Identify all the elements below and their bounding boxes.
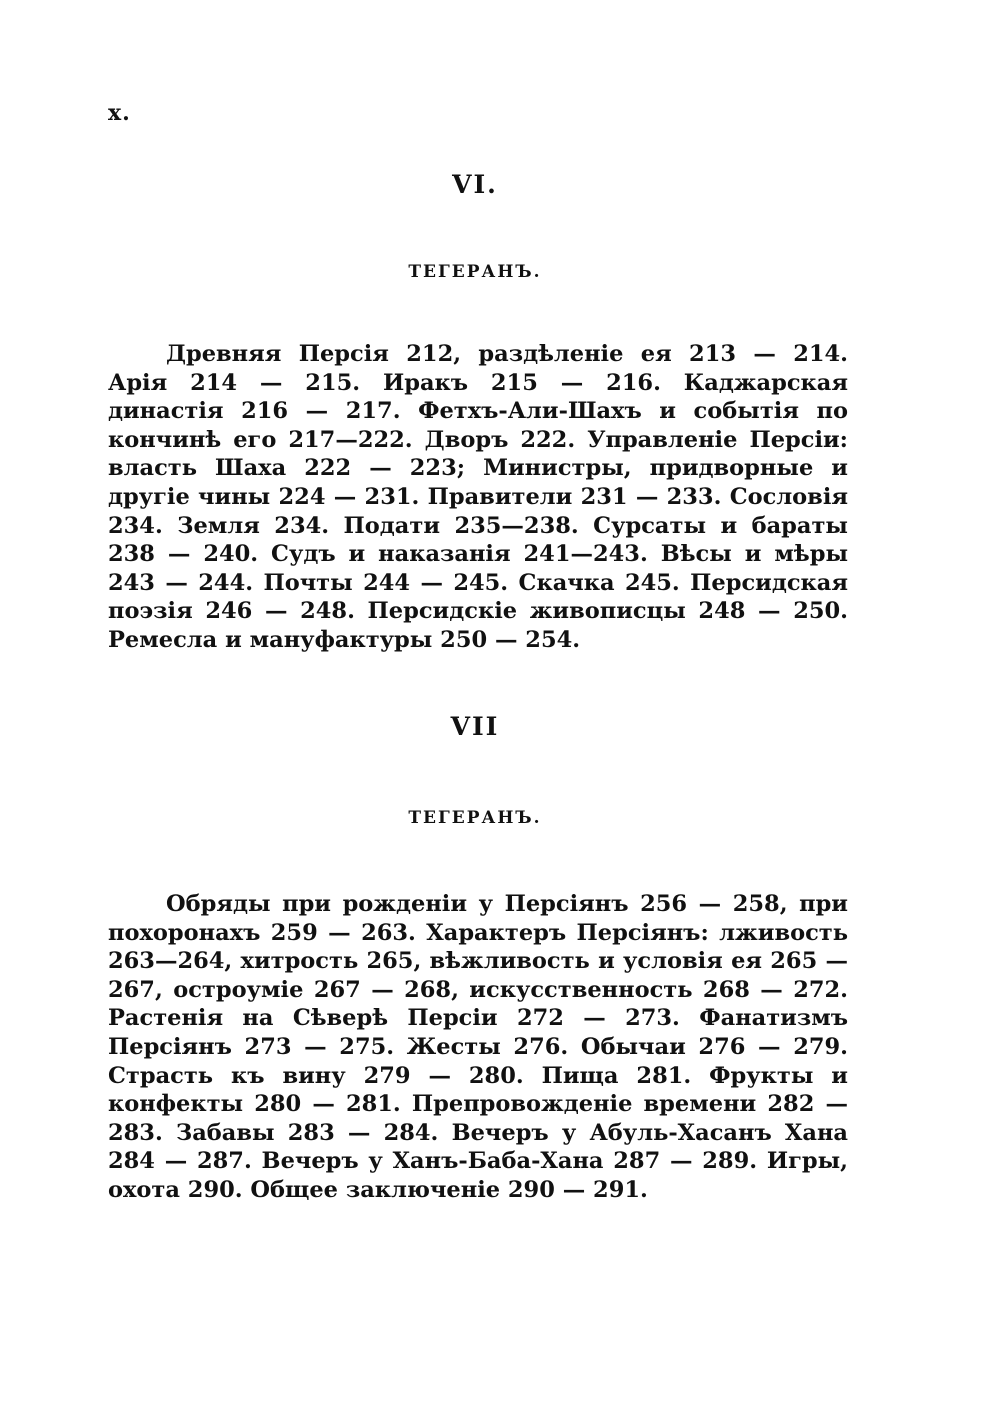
section-vii-numeral: VII: [450, 712, 500, 741]
page-number: x.: [108, 100, 131, 126]
section-vii-title: ТЕГЕРАНЪ.: [408, 808, 542, 828]
section-vii-body: Обряды при рожденіи у Персіянъ 256 — 258, при похоронахъ 259 — 263. Характеръ Персіянъ: лживость 263—264, хитрость 265, вѣжливость и условія ея 265 — 267, остроуміе 267 — 268, искусственность 268 — 272. Растенія на Сѣверѣ Персіи 272 — 273. Фанатизмъ Персіянъ 273 — 275. Жесты 276. Обычаи 276 — 279. Страсть къ вину 279 — 280. Пища 281. Фрукты и конфекты 280 — 281. Препровожденіе времени 282 — 283. Забавы 283 — 284. Вечеръ у Абуль-Хасанъ Хана 284 — 287. Вечеръ у Ханъ-Баба-Хана 287 — 289. Игры, охота 290. Общее заключеніе 290 — 291.: [108, 891, 848, 1203]
section-vi-body: Древняя Персія 212, раздѣленіе ея 213 — 214. Арія 214 — 215. Иракъ 215 — 216. Каджарская династія 216 — 217. Фетхъ-Али-Шахъ и событія по кончинѣ его 217—222. Дворъ 222. Управленіе Персіи: власть Шаха 222 — 223; Министры, придворные и другіе чины 224 — 231. Правители 231 — 233. Сословія 234. Земля 234. Подати 235—238. Сурсаты и бараты 238 — 240. Судъ и наказанія 241—243. Вѣсы и мѣры 243 — 244. Почты 244 — 245. Скачка 245. Персидская поэзія 246 — 248. Персидскіе живописцы 248 — 250. Ремесла и мануфактуры 250 — 254.: [108, 341, 848, 653]
section-vi-title: ТЕГЕРАНЪ.: [408, 262, 542, 282]
section-vi-numeral: VI.: [452, 170, 498, 199]
